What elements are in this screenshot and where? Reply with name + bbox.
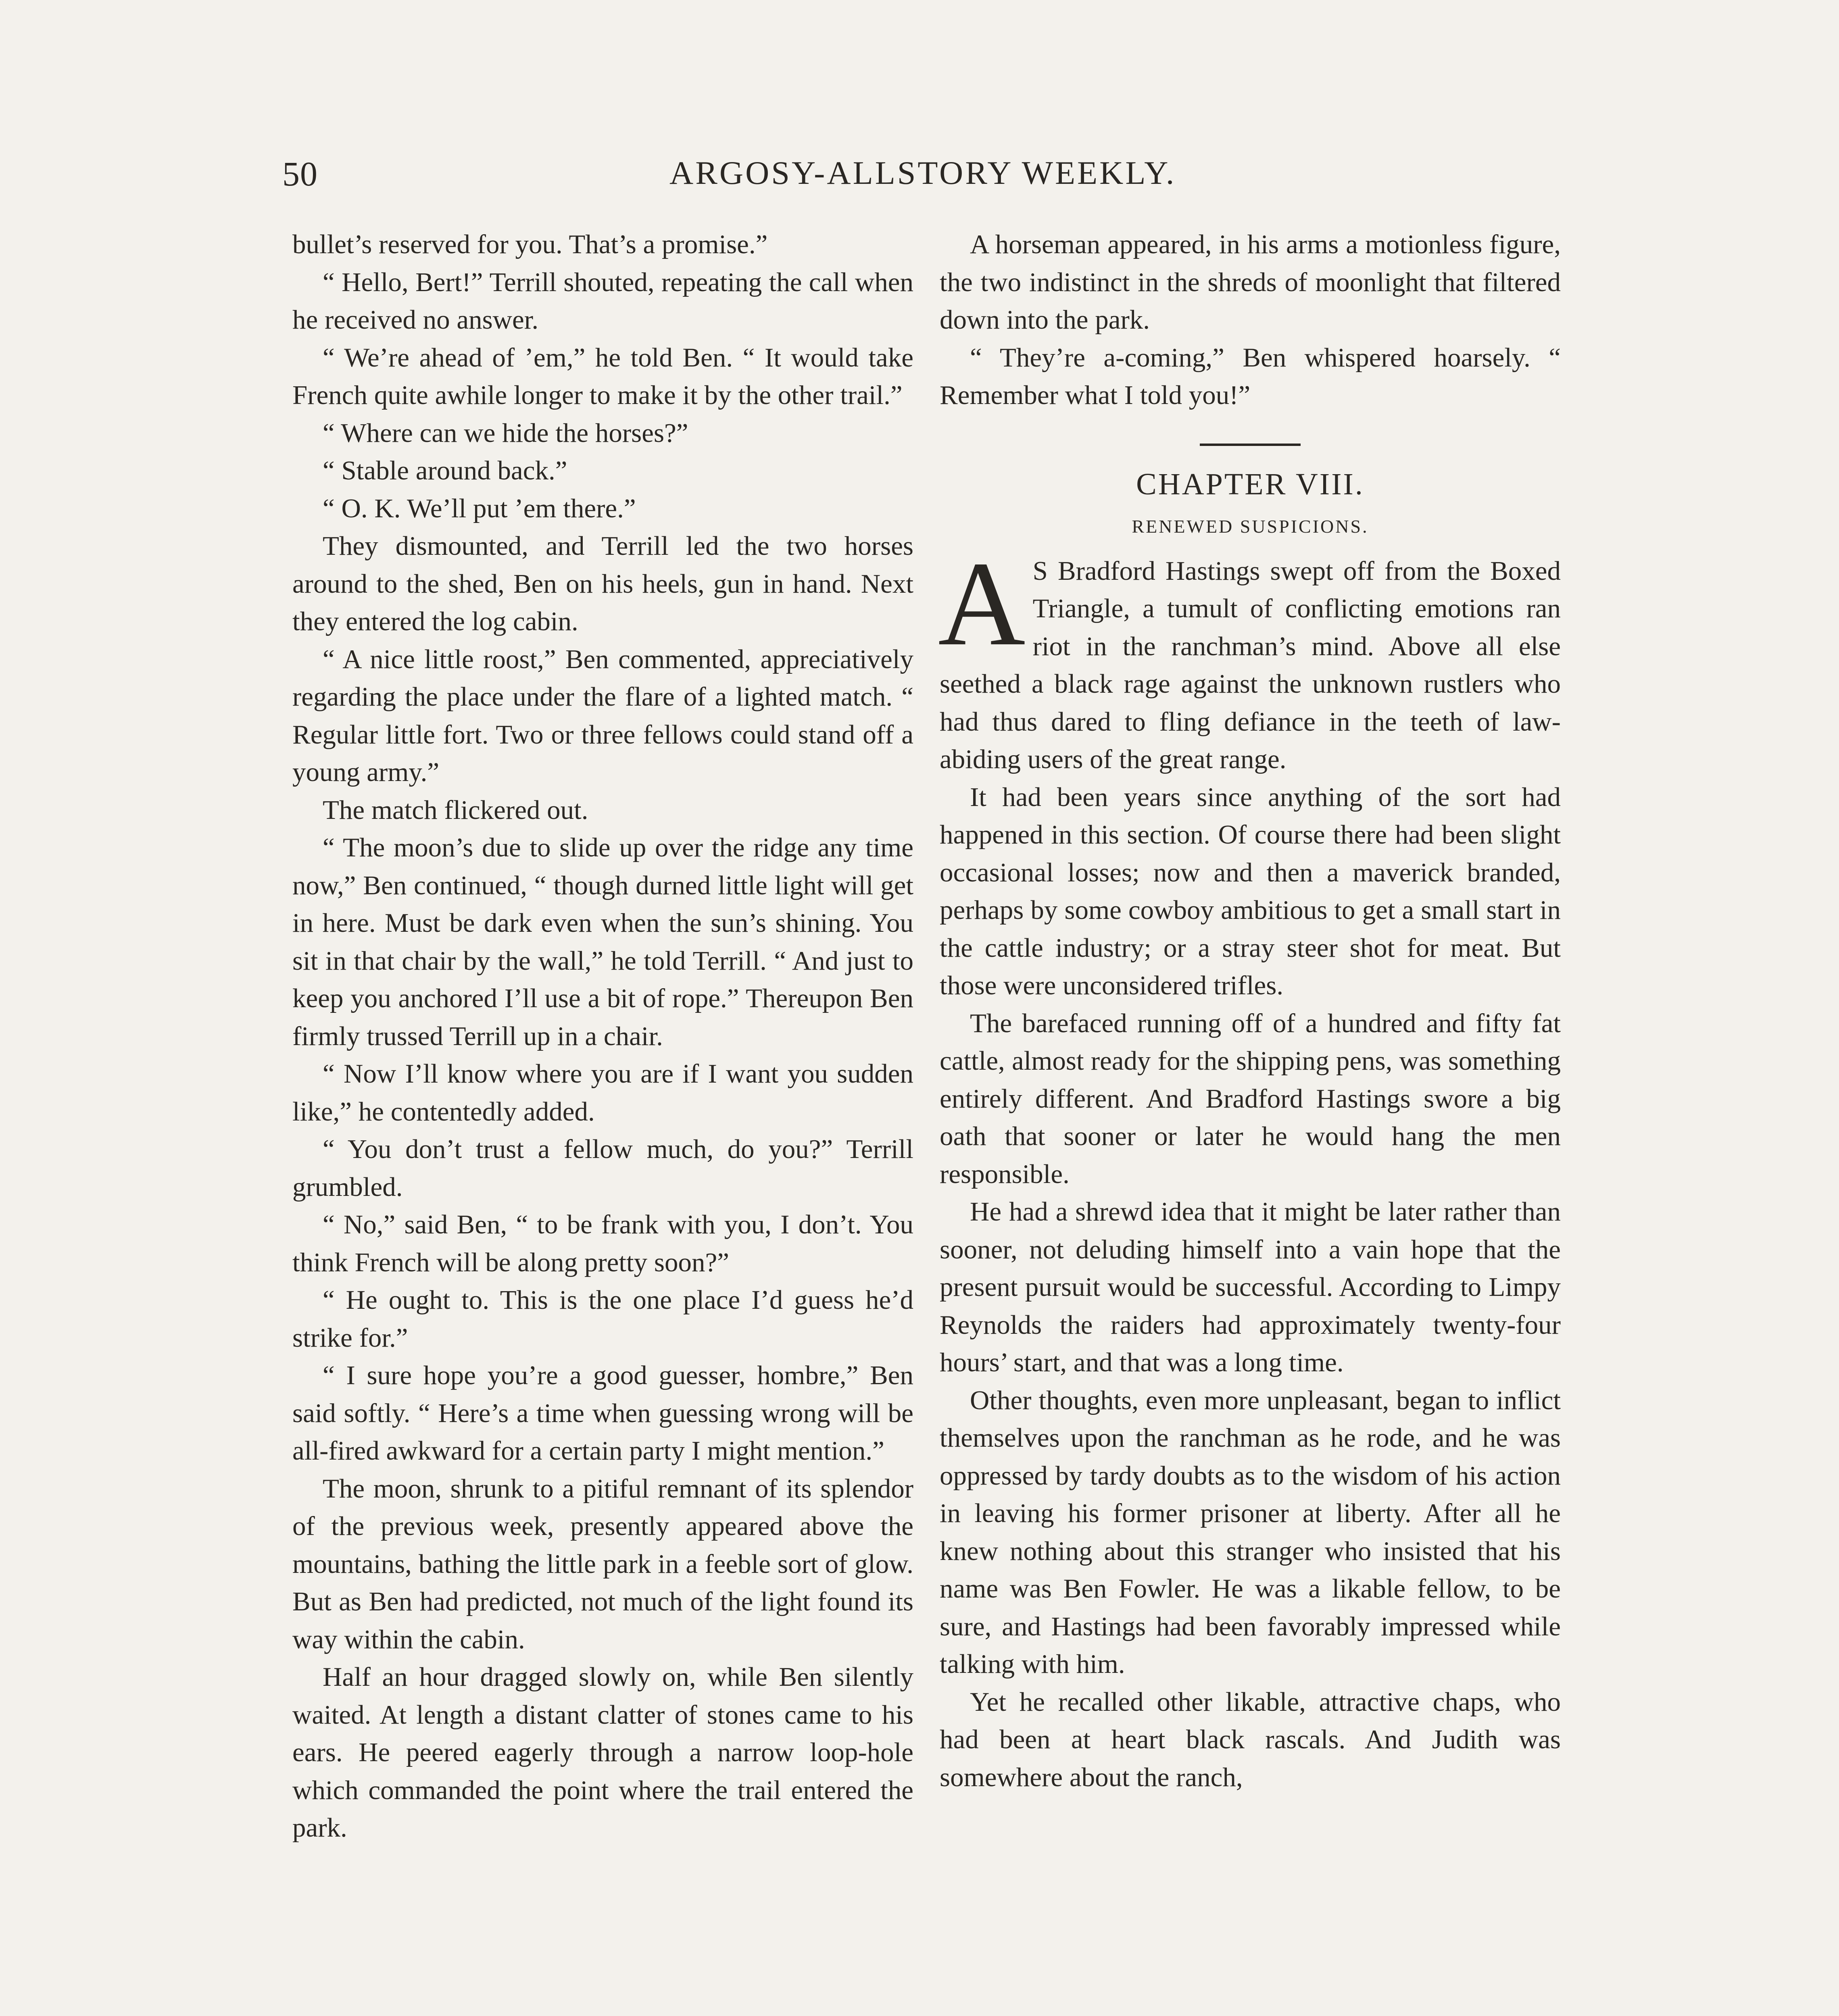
paragraph: It had been years since anything of the sort had happened in this section. Of course there had been slight occasional losses; now and then a maverick branded, perhaps by some cowboy ambitious to get a small start in the cattle industry; or a stray steer shot for meat. But those were unconsidered trifles. (940, 782, 1561, 1000)
paragraph: “ Hello, Bert!” Terrill shouted, repeating the call when he received no answer. (292, 267, 913, 335)
paragraph: “ He ought to. This is the one place I’d guess he’d strike for.” (292, 1285, 913, 1353)
paragraph: They dismounted, and Terrill led the two horses around to the shed, Ben on his heels, gun in hand. Next they entered the log cabin. (292, 531, 913, 636)
paragraph: “ They’re a-coming,” Ben whispered hoarsely. “ Remember what I told you!” (940, 342, 1561, 410)
paragraph: A horseman appeared, in his arms a motionless figure, the two indistinct in the shreds of moonlight that filtered down into the park. (940, 229, 1561, 335)
paragraph: The moon, shrunk to a pitiful remnant of its splendor of the previous week, presently appeared above the mountains, bathing the little park in a feeble sort of glow. But as Ben had predicted, not much of the light found its way within the cabin. (292, 1473, 913, 1654)
paragraph: “ I sure hope you’re a good guesser, hombre,” Ben said softly. “ Here’s a time when guessing wrong will be all-fired awkward for a certain party I might mention.” (292, 1360, 913, 1466)
paragraph: “ Stable around back.” (323, 456, 567, 485)
drop-cap-letter: A (938, 536, 1026, 671)
paragraph: Yet he recalled other likable, attractive chaps, who had been at heart black rascals. And Judith was somewhere about the ranch, (940, 1687, 1561, 1792)
paragraph: “ You don’t trust a fellow much, do you?” Terrill grumbled. (292, 1134, 913, 1202)
paragraph: Other thoughts, even more unpleasant, began to inflict themselves upon the ranchman as he rode, and he was oppressed by tardy doubts as to the wisdom of his action in leaving his former prisoner at liberty. After all he knew nothing about this stranger who insisted that his name was Ben Fowler. He was a likable fellow, to be sure, and Hastings had been favorably impressed while talking with him. (940, 1385, 1561, 1679)
page-number: 50 (282, 154, 318, 193)
paragraph: “ Where can we hide the horses?” (323, 418, 688, 448)
paragraph: “ No,” said Ben, “ to be frank with you, I don’t. You think French will be along pretty soon?” (292, 1210, 913, 1277)
paragraph: The barefaced running off of a hundred and fifty fat cattle, almost ready for the shipping pens, was something entirely different. And Bradford Hastings swore a big oath that sooner or later he would hang the men responsible. (940, 1008, 1561, 1189)
chapter-divider-rule (1200, 444, 1301, 446)
paragraph: “ We’re ahead of ’em,” he told Ben. “ It would take French quite awhile longer to make it by the other trail.” (292, 342, 913, 410)
paragraph: “ A nice little roost,” Ben commented, appreciatively regarding the place under the flare of a lighted match. “ Regular little fort. Two or three fellows could stand off a young army.” (292, 644, 913, 787)
paragraph: Half an hour dragged slowly on, while Ben silently waited. At length a distant clatter of stones came to his ears. He peered eagerly through a narrow loop-hole which commanded the point where the trail entered the park. (292, 1662, 913, 1843)
running-head: ARGOSY-ALLSTORY WEEKLY. (669, 154, 1176, 191)
paragraph: He had a shrewd idea that it might be later rather than sooner, not deluding himself into a vain hope that the present pursuit would be successful. According to Limpy Reynolds the raiders had approximately twenty-four hours’ start, and that was a long time. (940, 1197, 1561, 1377)
paragraph: “ O. K. We’ll put ’em there.” (323, 493, 636, 523)
right-column (940, 226, 1561, 1796)
chapter-subtitle: RENEWED SUSPICIONS. (1132, 516, 1369, 537)
chapter-title: CHAPTER VIII. (1136, 467, 1364, 501)
chapter-opening-paragraph (938, 536, 1561, 779)
paragraph: bullet’s reserved for you. That’s a promise.” (292, 229, 768, 259)
left-column (292, 226, 913, 1847)
paragraph: “ The moon’s due to slide up over the ridge any time now,” Ben continued, “ though durned little light will get in here. Must be dark even when the sun’s shining. You sit in that chair by the wall,” he told Terrill. “ And just to keep you anchored I’ll use a bit of rope.” Thereupon Ben firmly trussed Terrill up in a chair. (292, 833, 913, 1051)
paragraph: “ Now I’ll know where you are if I want you sudden like,” he contentedly added. (292, 1059, 913, 1127)
chapter-opening-text: S Bradford Hastings swept off from the Boxed Triangle, a tumult of conflicting emotions ran riot in the ranchman’s mind. Above all else seethed a black rage against the unknown rustlers who had thus dared to fling defiance in the teeth of law-abiding users of the great range. (940, 556, 1561, 774)
paragraph: The match flickered out. (323, 795, 588, 825)
